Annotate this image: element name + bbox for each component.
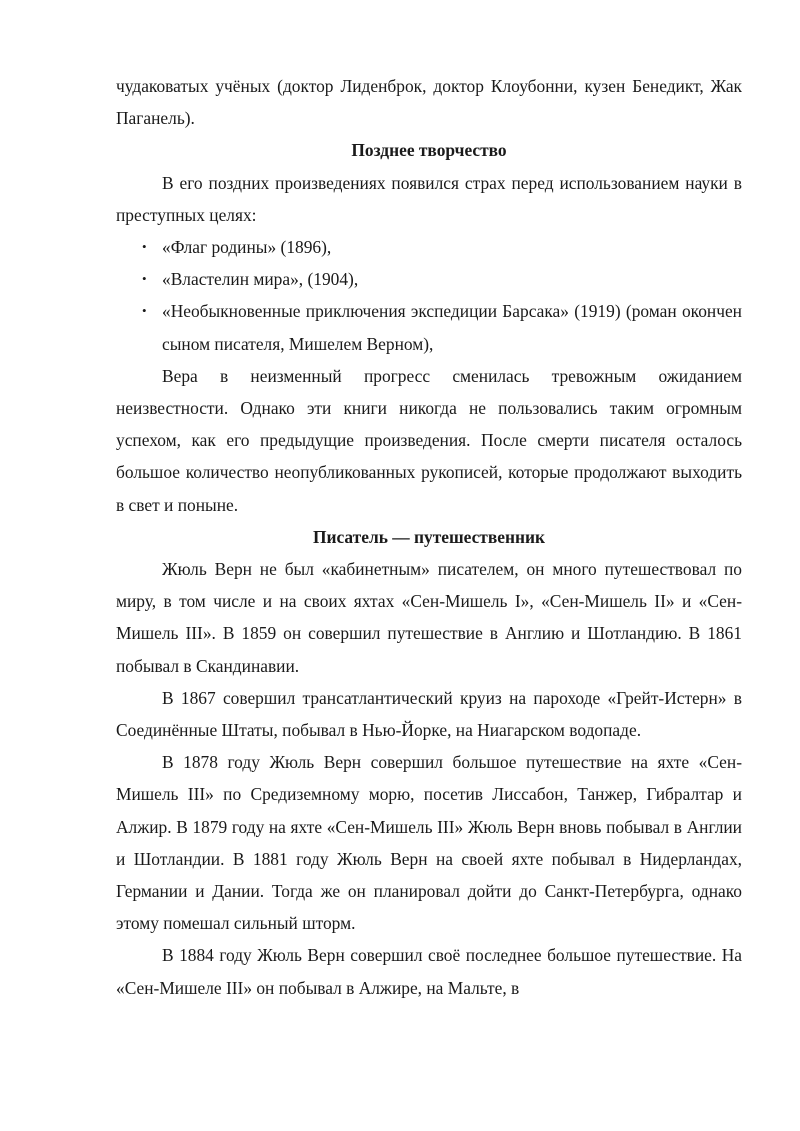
- bullet-icon: •: [142, 303, 147, 319]
- travel-paragraph-1: Жюль Верн не был «кабинетным» писателем, он много путешествовал по миру, в том числе и на своих яхтах «Сен-Мишель I», «Сен-Мишель II» и «Сен-Мишель III». В 1859 он совершил путешествие в Англию и Шотландию. В 1861 побывал в Скандинавии.: [116, 559, 742, 676]
- late-works-lead-paragraph: В его поздних произведениях появился страх перед использованием науки в преступных целях:: [116, 172, 742, 225]
- section-heading-late-works: Позднее творчество: [351, 140, 507, 161]
- list-item-text: «Властелин мира», (1904),: [162, 269, 359, 290]
- list-item: [116, 263, 742, 295]
- travel-paragraph-3: В 1878 году Жюль Верн совершил большое путешествие на яхте «Сен-Мишель III» по Средиземному морю, посетив Лиссабон, Танжер, Гибралтар и Алжир. В 1879 году на яхте «Сен-Мишель III» Жюль Верн вновь побывал в Англии и Шотландии. В 1881 году Жюль Верн на своей яхте побывал в Нидерландах, Германии и Дании. Тогда же он планировал дойти до Санкт-Петербурга, однако этому помешал сильный шторм.: [116, 752, 742, 934]
- late-works-closing-paragraph: Вера в неизменный прогресс сменилась тревожным ожиданием неизвестности. Однако эти книги никогда не пользовались таким огромным успехом, как его предыдущие произведения. После смерти писателя осталось большое количество неопубликованных рукописей, которые продолжают выходить в свет и поныне.: [116, 365, 742, 515]
- list-item-text: «Флаг родины» (1896),: [162, 237, 332, 258]
- list-item: [116, 295, 742, 359]
- late-works-list: [116, 231, 742, 360]
- bullet-icon: •: [142, 271, 147, 287]
- travel-paragraph-2: В 1867 совершил трансатлантический круиз на пароходе «Грейт-Истерн» в Соединённые Штаты, побывал в Нью-Йорке, на Ниагарском водопаде.: [116, 687, 742, 741]
- travel-paragraph-4: В 1884 году Жюль Верн совершил своё последнее большое путешествие. На «Сен-Мишеле III» он побывал в Алжире, на Мальте, в: [116, 945, 742, 998]
- section-heading-traveler: Писатель — путешественник: [312, 526, 546, 547]
- intro-paragraph: чудаковатых учёных (доктор Лиденброк, доктор Клоубонни, кузен Бенедикт, Жак Паганель).: [116, 76, 742, 129]
- list-item: [116, 231, 742, 263]
- bullet-icon: •: [142, 239, 147, 255]
- document-page: [116, 70, 742, 1004]
- list-item-text: «Необыкновенные приключения экспедиции Барсака» (1919) (роман окончен сыном писателя, Мишелем Верном),: [162, 301, 742, 354]
